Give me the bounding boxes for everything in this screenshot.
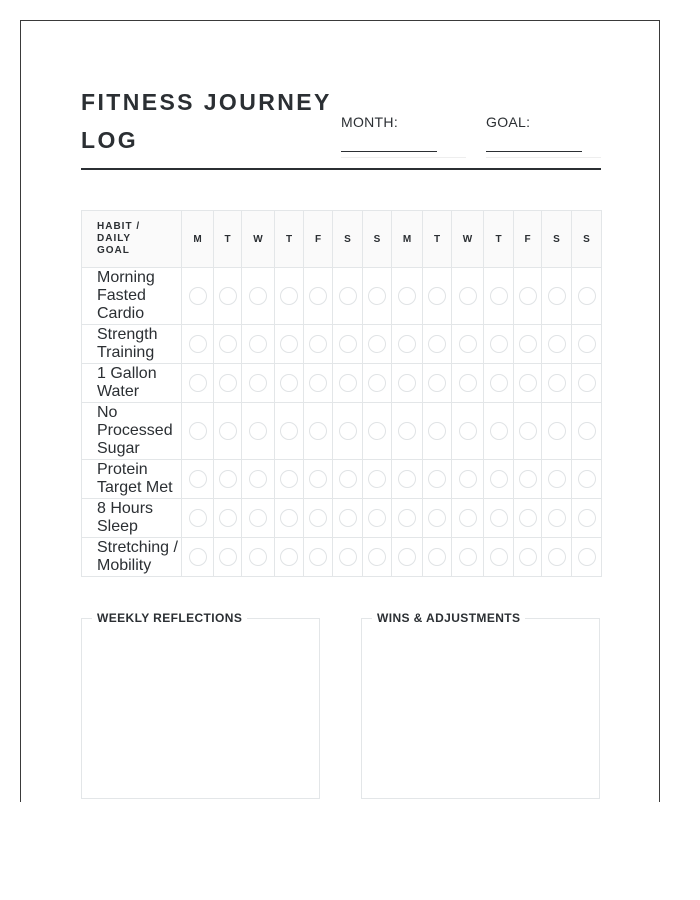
check-cell <box>242 499 275 538</box>
table-header-row <box>82 211 602 268</box>
day-header: F <box>514 211 542 268</box>
check-circle[interactable] <box>309 422 327 440</box>
check-circle[interactable] <box>249 548 267 566</box>
check-cell <box>423 499 452 538</box>
check-cell <box>304 538 333 577</box>
check-circle[interactable] <box>578 509 596 527</box>
check-circle[interactable] <box>548 335 566 353</box>
check-cell <box>514 364 542 403</box>
day-header: T <box>423 211 452 268</box>
planner-sheet <box>20 20 660 802</box>
check-cell <box>304 499 333 538</box>
check-circle[interactable] <box>339 548 357 566</box>
check-circle[interactable] <box>519 548 537 566</box>
check-circle[interactable] <box>189 374 207 392</box>
check-cell <box>542 364 572 403</box>
header-divider <box>81 168 601 170</box>
wins-adjustments-title: WINS & ADJUSTMENTS <box>372 611 525 625</box>
check-circle[interactable] <box>459 422 477 440</box>
check-cell <box>572 364 602 403</box>
check-circle[interactable] <box>280 509 298 527</box>
check-cell <box>304 403 333 460</box>
check-cell <box>333 325 363 364</box>
goal-label: GOAL: <box>486 114 531 130</box>
check-circle[interactable] <box>578 374 596 392</box>
habit-label: No Processed Sugar <box>82 403 182 460</box>
check-circle[interactable] <box>368 470 386 488</box>
check-circle[interactable] <box>490 548 508 566</box>
check-circle[interactable] <box>189 422 207 440</box>
habit-label: Strength Training <box>82 325 182 364</box>
check-cell <box>363 460 392 499</box>
habit-tracker-table <box>81 210 602 577</box>
day-header: M <box>182 211 214 268</box>
check-cell <box>304 364 333 403</box>
check-circle[interactable] <box>490 374 508 392</box>
check-circle[interactable] <box>339 374 357 392</box>
check-cell <box>182 325 214 364</box>
check-cell <box>392 364 423 403</box>
check-circle[interactable] <box>280 287 298 305</box>
habit-label: 8 Hours Sleep <box>82 499 182 538</box>
check-cell <box>572 325 602 364</box>
check-circle[interactable] <box>490 422 508 440</box>
check-circle[interactable] <box>368 335 386 353</box>
check-cell <box>452 325 484 364</box>
check-circle[interactable] <box>428 287 446 305</box>
day-header: S <box>542 211 572 268</box>
weekly-reflections-box[interactable] <box>81 611 320 799</box>
habit-column-header: HABIT / DAILY GOAL <box>82 211 182 268</box>
check-cell <box>452 364 484 403</box>
month-field-underline <box>341 157 466 158</box>
check-circle[interactable] <box>459 470 477 488</box>
check-cell <box>333 538 363 577</box>
check-circle[interactable] <box>398 422 416 440</box>
check-cell <box>182 538 214 577</box>
habit-row <box>82 364 602 403</box>
check-cell <box>182 499 214 538</box>
check-circle[interactable] <box>280 470 298 488</box>
day-header: W <box>452 211 484 268</box>
check-cell <box>363 364 392 403</box>
check-circle[interactable] <box>548 470 566 488</box>
day-header: T <box>275 211 304 268</box>
check-circle[interactable] <box>368 509 386 527</box>
check-circle[interactable] <box>428 509 446 527</box>
check-circle[interactable] <box>398 509 416 527</box>
check-circle[interactable] <box>428 335 446 353</box>
check-circle[interactable] <box>219 422 237 440</box>
check-cell <box>304 325 333 364</box>
check-circle[interactable] <box>548 422 566 440</box>
check-cell <box>333 268 363 325</box>
check-cell <box>214 460 242 499</box>
check-cell <box>275 364 304 403</box>
weekly-reflections-title: WEEKLY REFLECTIONS <box>92 611 247 625</box>
check-cell <box>452 538 484 577</box>
check-cell <box>484 460 514 499</box>
check-cell <box>275 499 304 538</box>
check-circle[interactable] <box>428 470 446 488</box>
check-circle[interactable] <box>459 374 477 392</box>
check-cell <box>484 364 514 403</box>
check-cell <box>514 499 542 538</box>
check-cell <box>363 325 392 364</box>
check-circle[interactable] <box>280 548 298 566</box>
check-circle[interactable] <box>339 335 357 353</box>
check-circle[interactable] <box>490 470 508 488</box>
check-cell <box>333 364 363 403</box>
check-cell <box>423 268 452 325</box>
day-header: S <box>572 211 602 268</box>
check-circle[interactable] <box>339 422 357 440</box>
check-cell <box>572 499 602 538</box>
check-cell <box>514 325 542 364</box>
check-circle[interactable] <box>428 374 446 392</box>
check-circle[interactable] <box>368 374 386 392</box>
day-header: T <box>214 211 242 268</box>
check-cell <box>363 538 392 577</box>
check-cell <box>423 460 452 499</box>
check-cell <box>572 538 602 577</box>
check-cell <box>182 460 214 499</box>
wins-adjustments-box[interactable] <box>361 611 600 799</box>
check-cell <box>484 403 514 460</box>
day-header: S <box>363 211 392 268</box>
habit-row <box>82 268 602 325</box>
check-circle[interactable] <box>398 548 416 566</box>
check-cell <box>392 499 423 538</box>
check-cell <box>572 268 602 325</box>
check-cell <box>423 364 452 403</box>
check-circle[interactable] <box>189 287 207 305</box>
check-cell <box>514 268 542 325</box>
check-circle[interactable] <box>339 509 357 527</box>
habit-row <box>82 499 602 538</box>
check-circle[interactable] <box>309 470 327 488</box>
check-circle[interactable] <box>548 287 566 305</box>
check-cell <box>514 460 542 499</box>
check-cell <box>542 325 572 364</box>
check-circle[interactable] <box>578 287 596 305</box>
check-circle[interactable] <box>519 335 537 353</box>
check-cell <box>423 325 452 364</box>
check-circle[interactable] <box>578 422 596 440</box>
check-circle[interactable] <box>398 470 416 488</box>
check-circle[interactable] <box>249 287 267 305</box>
check-cell <box>214 268 242 325</box>
check-circle[interactable] <box>280 374 298 392</box>
check-cell <box>304 460 333 499</box>
habit-row <box>82 403 602 460</box>
check-cell <box>275 325 304 364</box>
check-circle[interactable] <box>280 335 298 353</box>
check-cell <box>182 364 214 403</box>
check-cell <box>542 268 572 325</box>
check-circle[interactable] <box>219 374 237 392</box>
check-cell <box>242 403 275 460</box>
check-circle[interactable] <box>249 509 267 527</box>
check-cell <box>542 403 572 460</box>
check-cell <box>423 403 452 460</box>
check-circle[interactable] <box>578 470 596 488</box>
goal-field[interactable] <box>486 151 582 152</box>
check-cell <box>242 268 275 325</box>
check-cell <box>452 499 484 538</box>
check-circle[interactable] <box>490 509 508 527</box>
check-cell <box>392 325 423 364</box>
check-circle[interactable] <box>519 374 537 392</box>
check-cell <box>452 268 484 325</box>
habit-row <box>82 325 602 364</box>
check-circle[interactable] <box>219 509 237 527</box>
check-circle[interactable] <box>249 422 267 440</box>
check-circle[interactable] <box>189 509 207 527</box>
check-circle[interactable] <box>459 335 477 353</box>
check-circle[interactable] <box>339 287 357 305</box>
check-cell <box>484 538 514 577</box>
check-circle[interactable] <box>398 374 416 392</box>
check-cell <box>484 325 514 364</box>
check-circle[interactable] <box>309 335 327 353</box>
check-circle[interactable] <box>189 470 207 488</box>
check-cell <box>242 364 275 403</box>
check-cell <box>214 403 242 460</box>
check-circle[interactable] <box>309 374 327 392</box>
check-cell <box>275 268 304 325</box>
check-circle[interactable] <box>519 470 537 488</box>
check-cell <box>182 268 214 325</box>
check-cell <box>275 460 304 499</box>
page-title: FITNESS JOURNEY LOG <box>81 89 332 153</box>
check-circle[interactable] <box>309 287 327 305</box>
check-circle[interactable] <box>249 470 267 488</box>
check-cell <box>542 499 572 538</box>
check-circle[interactable] <box>398 287 416 305</box>
check-cell <box>333 460 363 499</box>
check-cell <box>242 460 275 499</box>
habit-label: Protein Target Met <box>82 460 182 499</box>
check-cell <box>214 325 242 364</box>
month-label: MONTH: <box>341 114 399 130</box>
check-circle[interactable] <box>368 287 386 305</box>
check-circle[interactable] <box>219 548 237 566</box>
check-circle[interactable] <box>459 548 477 566</box>
check-circle[interactable] <box>189 548 207 566</box>
day-header: T <box>484 211 514 268</box>
day-header: M <box>392 211 423 268</box>
check-circle[interactable] <box>368 422 386 440</box>
check-cell <box>333 403 363 460</box>
check-cell <box>214 538 242 577</box>
habit-row <box>82 460 602 499</box>
check-circle[interactable] <box>339 470 357 488</box>
check-circle[interactable] <box>280 422 298 440</box>
check-cell <box>333 499 363 538</box>
check-cell <box>392 403 423 460</box>
check-circle[interactable] <box>548 548 566 566</box>
check-circle[interactable] <box>309 509 327 527</box>
check-cell <box>514 538 542 577</box>
check-cell <box>363 268 392 325</box>
check-cell <box>214 364 242 403</box>
check-cell <box>484 499 514 538</box>
check-cell <box>214 499 242 538</box>
check-circle[interactable] <box>578 548 596 566</box>
check-cell <box>514 403 542 460</box>
day-header: F <box>304 211 333 268</box>
check-cell <box>542 460 572 499</box>
check-cell <box>542 538 572 577</box>
check-circle[interactable] <box>249 374 267 392</box>
day-header: W <box>242 211 275 268</box>
check-circle[interactable] <box>490 335 508 353</box>
check-circle[interactable] <box>459 287 477 305</box>
check-cell <box>484 268 514 325</box>
check-cell <box>275 538 304 577</box>
check-circle[interactable] <box>548 509 566 527</box>
check-cell <box>452 460 484 499</box>
check-cell <box>392 460 423 499</box>
habit-label: 1 Gallon Water <box>82 364 182 403</box>
check-cell <box>242 538 275 577</box>
check-cell <box>572 460 602 499</box>
habit-label: Stretching / Mobility <box>82 538 182 577</box>
check-cell <box>363 499 392 538</box>
check-circle[interactable] <box>490 287 508 305</box>
check-cell <box>572 403 602 460</box>
month-field[interactable] <box>341 151 437 152</box>
check-circle[interactable] <box>548 374 566 392</box>
check-circle[interactable] <box>249 335 267 353</box>
check-cell <box>275 403 304 460</box>
check-cell <box>182 403 214 460</box>
check-circle[interactable] <box>368 548 386 566</box>
check-circle[interactable] <box>219 470 237 488</box>
check-cell <box>363 403 392 460</box>
check-circle[interactable] <box>428 422 446 440</box>
check-cell <box>242 325 275 364</box>
check-circle[interactable] <box>309 548 327 566</box>
habit-row <box>82 538 602 577</box>
check-circle[interactable] <box>219 335 237 353</box>
check-circle[interactable] <box>428 548 446 566</box>
check-cell <box>392 538 423 577</box>
check-circle[interactable] <box>189 335 207 353</box>
check-cell <box>304 268 333 325</box>
check-cell <box>423 538 452 577</box>
day-header: S <box>333 211 363 268</box>
habit-label: Morning Fasted Cardio <box>82 268 182 325</box>
check-circle[interactable] <box>519 422 537 440</box>
check-cell <box>452 403 484 460</box>
check-circle[interactable] <box>459 509 477 527</box>
check-circle[interactable] <box>398 335 416 353</box>
check-circle[interactable] <box>519 287 537 305</box>
goal-field-underline <box>486 157 601 158</box>
check-circle[interactable] <box>519 509 537 527</box>
check-circle[interactable] <box>578 335 596 353</box>
check-cell <box>392 268 423 325</box>
check-circle[interactable] <box>219 287 237 305</box>
